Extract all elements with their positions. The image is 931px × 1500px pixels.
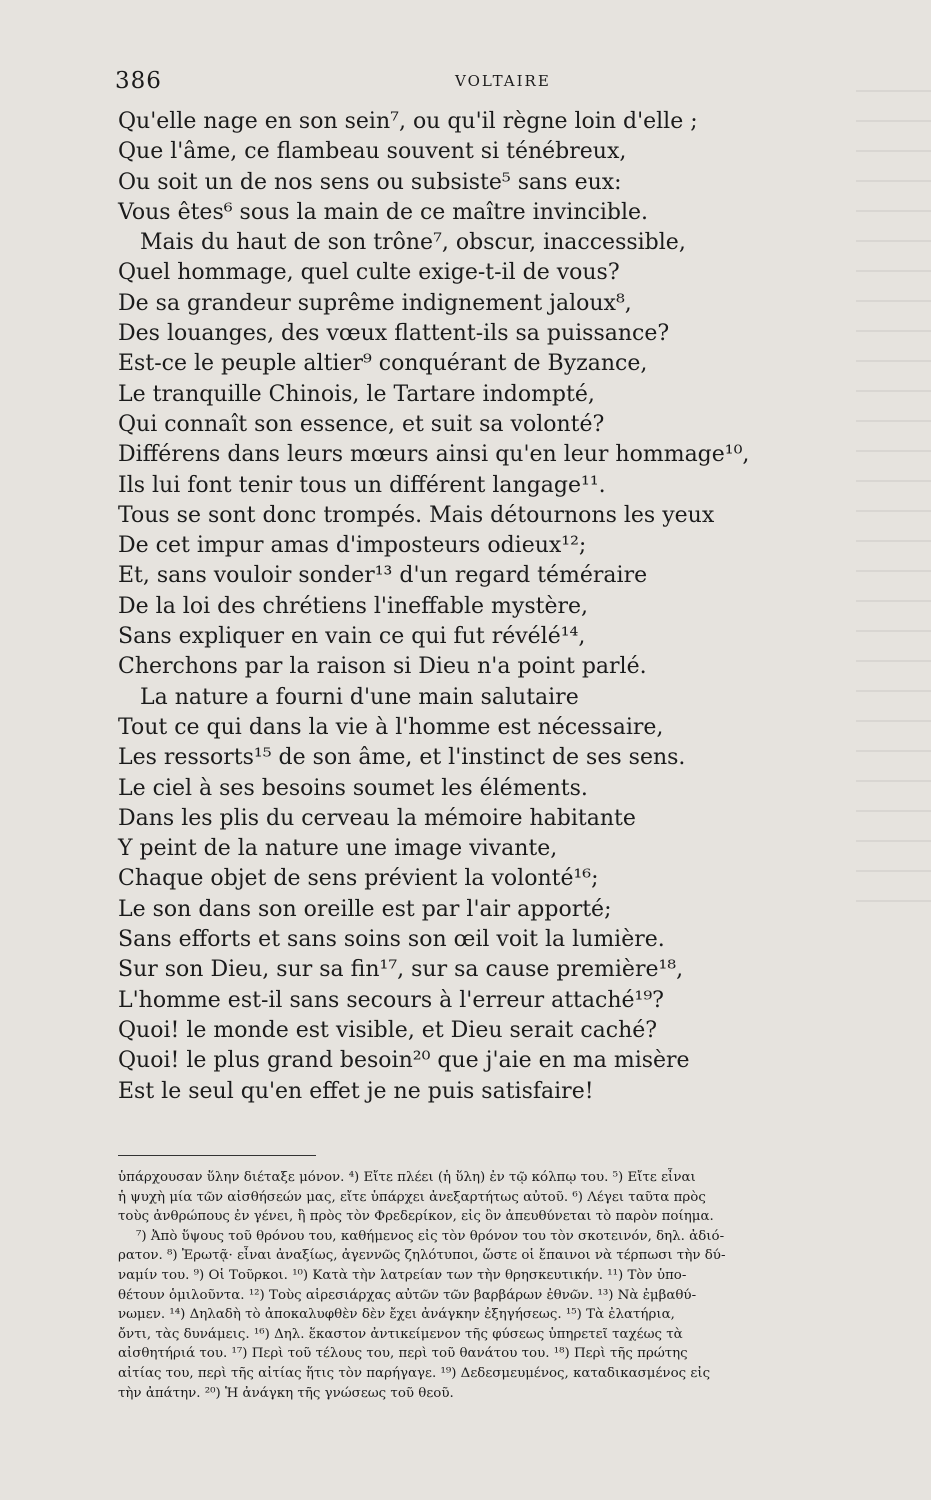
verse-line: Vous êtes⁶ sous la main de ce maître invincible. xyxy=(118,199,648,225)
verse-line: Les ressorts¹⁵ de son âme, et l'instinct de ses sens. xyxy=(118,745,686,771)
verse-line: Cherchons par la raison si Dieu n'a point parlé. xyxy=(118,654,647,680)
verse-line: Quoi! le plus grand besoin²⁰ que j'aie en ma misère xyxy=(118,1048,690,1074)
verse-line: De la loi des chrétiens l'ineffable mystère, xyxy=(118,593,589,619)
verse-line: Différens dans leurs mœurs ainsi qu'en leur hommage¹⁰, xyxy=(118,442,750,468)
verse-line: Chaque objet de sens prévient la volonté¹⁶; xyxy=(118,866,599,892)
footnote-line: νωμεν. ¹⁴) Δηλαδὴ τὸ ἀποκαλυφθὲν δὲν ἔχει ἀνάγκην ἐξηγήσεως. ¹⁵) Τὰ ἐλατήρια, xyxy=(118,1307,675,1323)
verse-line: Quoi! le monde est visible, et Dieu serait caché? xyxy=(118,1017,658,1043)
footnote-line: ὄντι, τὰς δυνάμεις. ¹⁶) Δηλ. ἕκαστον ἀντικείμενον τῆς φύσεως ὑπηρετεῖ ταχέως τὰ xyxy=(118,1326,683,1342)
footnote-line: ⁷) Ἀπὸ ὕψους τοῦ θρόνου του, καθήμενος εἰς τὸν θρόνον του τὸν σκοτεινόν, δηλ. ἀδιό- xyxy=(136,1228,725,1244)
verse-line: De cet impur amas d'imposteurs odieux¹²; xyxy=(118,533,587,559)
verse-line: Y peint de la nature une image vivante, xyxy=(118,836,558,862)
show-through-text xyxy=(856,90,931,930)
footnote-line: αἰσθητήριά του. ¹⁷) Περὶ τοῦ τέλους του, περὶ τοῦ θανάτου του. ¹⁸) Περὶ τῆς πρώτης xyxy=(118,1346,688,1362)
footnote-line: ναμίν του. ⁹) Οἱ Τοῦρκοι. ¹⁰) Κατὰ τὴν λατρείαν των τὴν θρησκευτικήν. ¹¹) Τὸν ὑπο- xyxy=(118,1267,687,1283)
footnote-line: ἡ ψυχὴ μία τῶν αἰσθήσεών μας, εἴτε ὑπάρχει ἀνεξαρτήτως αὐτοῦ. ⁶) Λέγει ταῦτα πρὸς xyxy=(118,1189,706,1205)
page-header xyxy=(115,68,915,98)
verse-line: Qui connaît son essence, et suit sa volonté? xyxy=(118,411,605,437)
verse-line: Des louanges, des vœux flattent-ils sa puissance? xyxy=(118,321,670,347)
footnote-line: τὴν ἀπάτην. ²⁰) Ἡ ἀνάγκη τῆς γνώσεως τοῦ θεοῦ. xyxy=(118,1385,454,1401)
verse-line: Sans expliquer en vain ce qui fut révélé¹⁴, xyxy=(118,624,586,650)
verse-line: Le son dans son oreille est par l'air apporté; xyxy=(118,896,612,922)
verse-line: Tout ce qui dans la vie à l'homme est nécessaire, xyxy=(118,714,664,740)
page-number: 386 xyxy=(115,68,162,94)
footnote-rule xyxy=(118,1155,316,1156)
verse-line: L'homme est-il sans secours à l'erreur attaché¹⁹? xyxy=(118,987,664,1013)
footnote-line: ρατον. ⁸) Ἐρωτᾷ· εἶναι ἀναξίως, ἀγεννῶς ζηλότυποι, ὥστε οἱ ἔπαινοι νὰ τέρπωσι τὴν δύ- xyxy=(118,1248,726,1264)
verse-line: Mais du haut de son trône⁷, obscur, inaccessible, xyxy=(140,230,686,256)
footnote-line: τοὺς ἀνθρώπους ἐν γένει, ἢ πρὸς τὸν Φρεδερίκον, εἰς ὃν ἀπευθύνεται τὸ παρὸν ποίημα. xyxy=(118,1209,714,1225)
verse-line: Ou soit un de nos sens ou subsiste⁵ sans eux: xyxy=(118,169,622,195)
verse-line: Est le seul qu'en effet je ne puis satisfaire! xyxy=(118,1078,594,1104)
footnotes xyxy=(118,1168,858,1403)
verse-line: Sur son Dieu, sur sa fin¹⁷, sur sa cause première¹⁸, xyxy=(118,957,684,983)
verse-text xyxy=(118,107,818,1107)
verse-line: Sans efforts et sans soins son œil voit la lumière. xyxy=(118,927,665,953)
verse-line: Qu'elle nage en son sein⁷, ou qu'il règne loin d'elle ; xyxy=(118,109,698,134)
verse-line: Le tranquille Chinois, le Tartare indompté, xyxy=(118,381,595,407)
footnote-line: θέτουν ὁμιλοῦντα. ¹²) Τοὺς αἱρεσιάρχας αὐτῶν τῶν βαρβάρων ἐθνῶν. ¹³) Νὰ ἐμβαθύ- xyxy=(118,1287,697,1303)
running-head: VOLTAIRE xyxy=(455,72,551,90)
footnote-line: ὑπάρχουσαν ὕλην διέταξε μόνον. ⁴) Εἴτε πλέει (ἡ ὕλη) ἐν τῷ κόλπῳ του. ⁵) Εἴτε εἶναι xyxy=(118,1170,696,1185)
verse-line: Ils lui font tenir tous un différent langage¹¹. xyxy=(118,472,606,498)
verse-line: Quel hommage, quel culte exige-t-il de vous? xyxy=(118,260,620,286)
verse-line: Le ciel à ses besoins soumet les éléments. xyxy=(118,775,588,801)
verse-line: Tous se sont donc trompés. Mais détournons les yeux xyxy=(118,502,715,528)
footnote-line: αἰτίας του, περὶ τῆς αἰτίας ἥτις τὸν παρήγαγε. ¹⁹) Δεδεσμευμένος, καταδικασμένος εἰς xyxy=(118,1365,711,1381)
verse-line: Et, sans vouloir sonder¹³ d'un regard téméraire xyxy=(118,563,648,589)
verse-line: Dans les plis du cerveau la mémoire habitante xyxy=(118,805,636,831)
verse-line: De sa grandeur suprême indignement jaloux⁸, xyxy=(118,290,632,316)
verse-line: Que l'âme, ce flambeau souvent si ténébreux, xyxy=(118,139,627,165)
verse-line: Est-ce le peuple altier⁹ conquérant de Byzance, xyxy=(118,351,648,377)
verse-line: La nature a fourni d'une main salutaire xyxy=(140,684,579,710)
